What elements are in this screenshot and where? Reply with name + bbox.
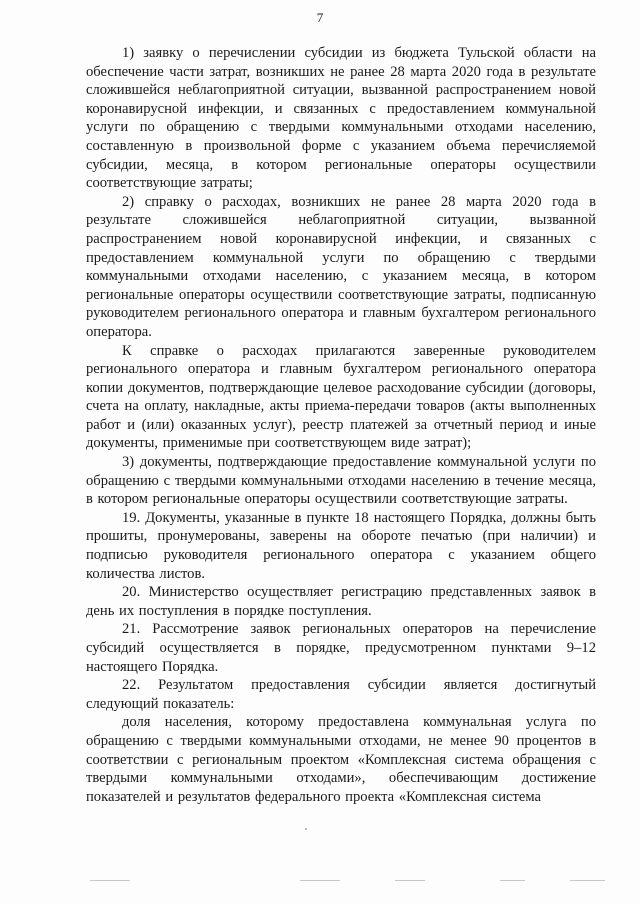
- scan-artifact-line: [570, 880, 605, 881]
- paragraph-attachments: К справке о расходах прилагаются заверенные руководителем регионального оператора и главным бухгалтером регионального оператора копии документов, подтверждающие целевое расходование субсидии (договоры, счета на оплату, накладные, акты приема-передачи товаров (акты выполненных работ и (или) оказанных услуг), реестр платежей за отчетный период и иные документы, применимые при соответствующем виде затрат);: [86, 342, 596, 452]
- paragraph-clause-20: 20. Министерство осуществляет регистрацию представленных заявок в день их поступления в порядке поступления.: [86, 584, 596, 619]
- scan-artifact-line: [300, 880, 340, 881]
- document-body: [86, 44, 596, 806]
- paragraph-item-1-application: 1) заявку о перечислении субсидии из бюджета Тульской области на обеспечение части затрат, возникших не ранее 28 марта 2020 года в результате сложившейся неблагоприятной ситуации, вызванной распространением новой коронавирусной инфекции, и связанных с предоставлением коммунальной услуги по обращению с твердыми коммунальными отходами населению, составленную в произвольной форме с указанием объема перечисляемой субсидии, месяца, в котором региональные операторы осуществили соответствующие затраты;: [86, 45, 596, 192]
- paragraph-item-2-expense-certificate: 2) справку о расходах, возникших не ранее 28 марта 2020 года в результате сложившейся неблагоприятной ситуации, вызванной распространением новой коронавирусной инфекции, и связанных с предоставлением коммунальной услуги по обращению с твердыми коммунальными отходами населению, с указанием месяца, в котором региональные операторы осуществили соответствующие затраты, подписанную руководителем регионального оператора и главным бухгалтером регионального оператора.: [86, 193, 596, 340]
- scan-artifact-line: [395, 880, 425, 881]
- paragraph-clause-21: 21. Рассмотрение заявок региональных операторов на перечисление субсидий осуществляется в порядке, предусмотренном пунктами 9–12 настоящего Порядка.: [86, 621, 596, 675]
- page-number: 7: [316, 10, 324, 25]
- paragraph-item-3-documents: 3) документы, подтверждающие предоставление коммунальной услуги по обращению с твердыми коммунальными отходами населению в течение месяца, в котором региональные операторы осуществили соответствующие затраты.: [86, 454, 596, 508]
- paragraph-indicator: доля населения, которому предоставлена коммунальная услуга по обращению с твердыми коммунальными отходами, не менее 90 процентов в соответствии с региональным проектом «Комплексная система обращения с твердыми коммунальными отходами», обеспечивающим достижение показателей и результатов федерального проекта «Комплексная система: [86, 714, 596, 805]
- scan-artifact-dot: [305, 828, 307, 830]
- paragraph-clause-22: 22. Результатом предоставления субсидии является достигнутый следующий показатель:: [86, 677, 596, 712]
- paragraph-clause-19: 19. Документы, указанные в пункте 18 настоящего Порядка, должны быть прошиты, пронумерованы, заверены на обороте печатью (при наличии) и подписью руководителя регионального оператора с указанием общего количества листов.: [86, 509, 596, 582]
- scan-artifact-line: [90, 880, 130, 881]
- scan-artifact-line: [500, 880, 525, 881]
